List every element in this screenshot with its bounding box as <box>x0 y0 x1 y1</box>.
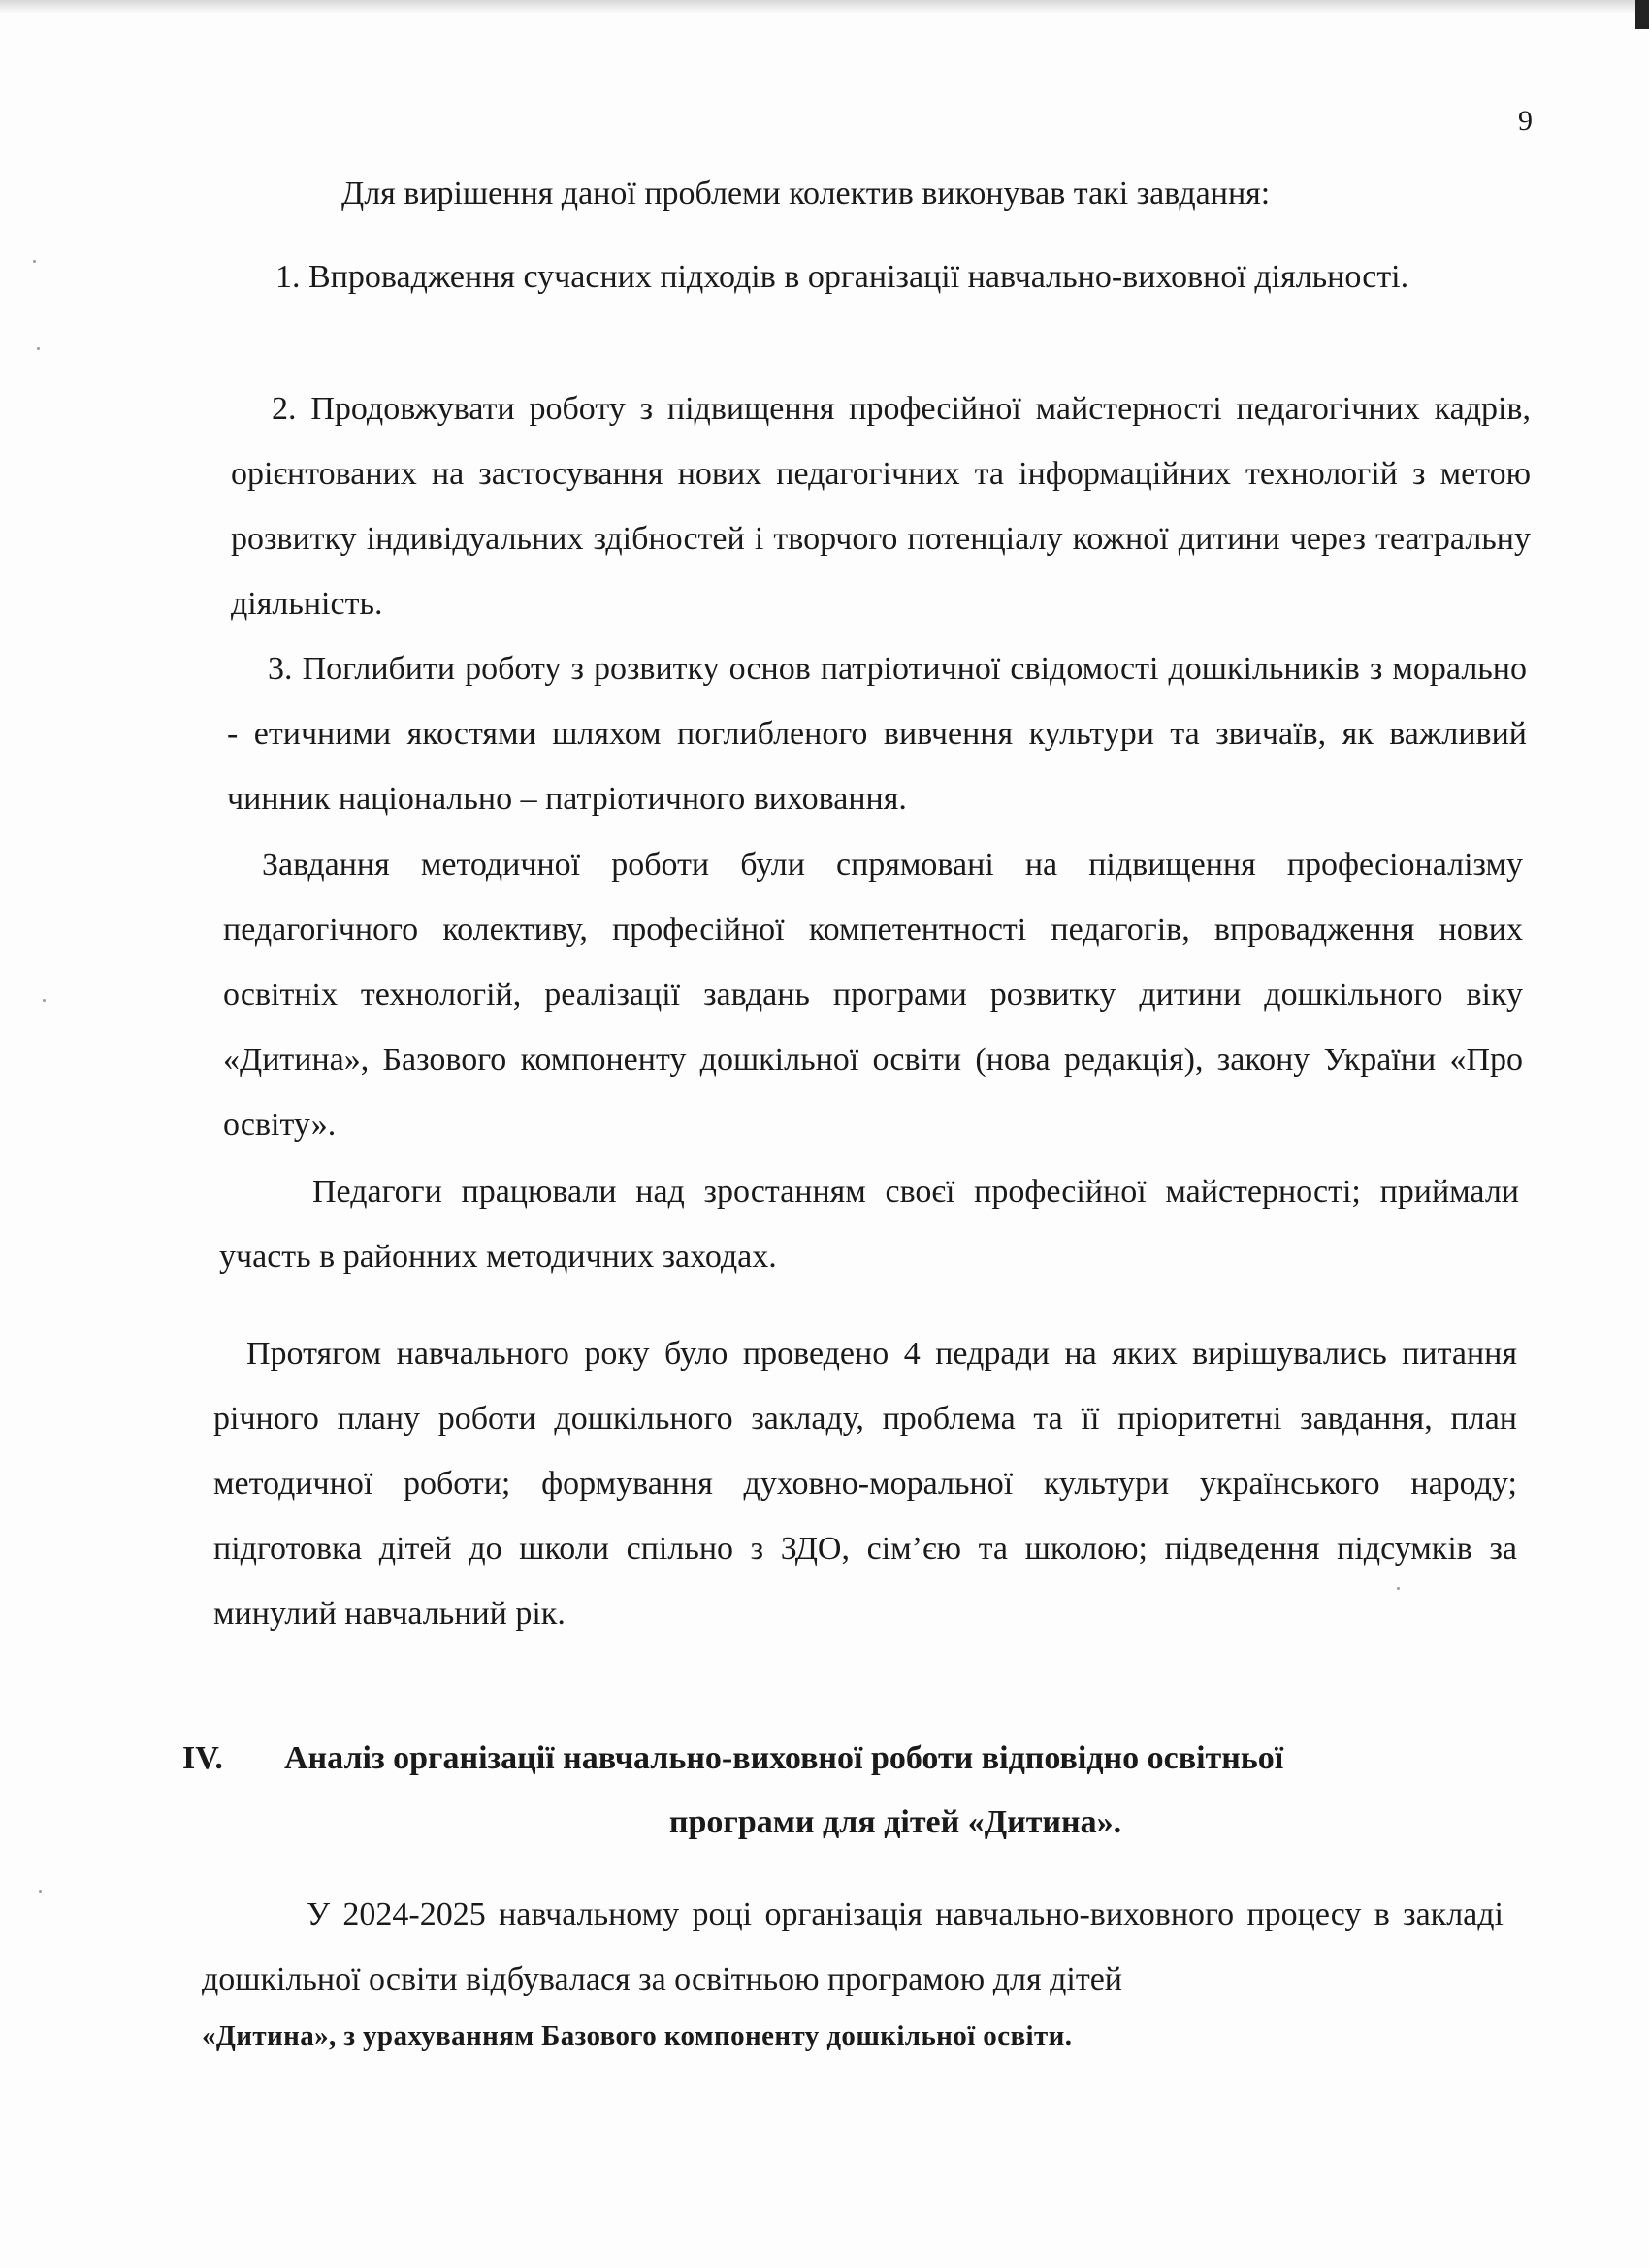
paragraph-teachers: Педагоги працювали над зростанням своєї професійної майстерності; приймали участь в районних методичних заходах. <box>219 1174 1519 1275</box>
paragraph-program-last-line: «Дитина», з урахуванням Базового компоненту дошкільної освіти. <box>202 2021 1073 2052</box>
scan-corner-mark <box>1635 0 1649 29</box>
list-item-3: 3. Поглибити роботу з розвитку основ патріотичної свідомості дошкільників з морально - етичними якостями шляхом поглибленого вивчення культури та звичаїв, як важливий чинник національно – патріотичного виховання. <box>227 651 1527 817</box>
section-number: IV. <box>182 1740 223 1776</box>
list-item-1: 1. Впровадження сучасних підходів в організації навчально-виховної діяльності. <box>275 259 1409 295</box>
paragraph-intro: Для вирішення даної проблеми колектив виконував такі завдання: <box>341 176 1271 211</box>
scan-speck <box>1397 1587 1400 1590</box>
section-title-line-1: Аналіз організації навчально-виховної роботи відповідно освітньої <box>284 1740 1284 1776</box>
paragraph-methodical-tasks: Завдання методичної роботи були спрямовані на підвищення професіоналізму педагогічного колективу, професійної компетентності педагогів, впровадження нових освітніх технологій, реалізації завдань програми розвитку дитини дошкільного віку «Дитина», Базового компоненту дошкільної освіти (нова редакція), закону України «Про освіту». <box>223 847 1523 1143</box>
scan-speck <box>37 347 40 350</box>
list-item-2: 2. Продовжувати роботу з підвищення професійної майстерності педагогічних кадрів, орієнтованих на застосування нових педагогічних та інформаційних технологій з метою розвитку індивідуальних здібностей і творчого потенціалу кожної дитини через театральну діяльність. <box>231 391 1531 622</box>
scan-edge-shadow <box>0 0 1649 14</box>
section-title-line-2: програми для дітей «Дитина». <box>668 1804 1122 1840</box>
scan-speck <box>33 260 36 263</box>
scan-speck <box>43 999 46 1002</box>
scan-speck <box>39 1890 42 1893</box>
page-number: 9 <box>1518 105 1533 137</box>
paragraph-program: У 2024-2025 навчальному році організація навчально-виховного процесу в закладі дошкільної освіти відбувалася за освітньою програмою для дітей <box>202 1896 1504 1997</box>
paragraph-pedagogical-councils: Протягом навчального року було проведено 4 педради на яких вирішувались питання річного плану роботи дошкільного закладу, проблема та її пріоритетні завдання, план методичної роботи; формування духовно-моральної культури українського народу; підготовка дітей до школи спільно з ЗДО, сім’єю та школою; підведення підсумків за минулий навчальний рік. <box>213 1336 1517 1632</box>
